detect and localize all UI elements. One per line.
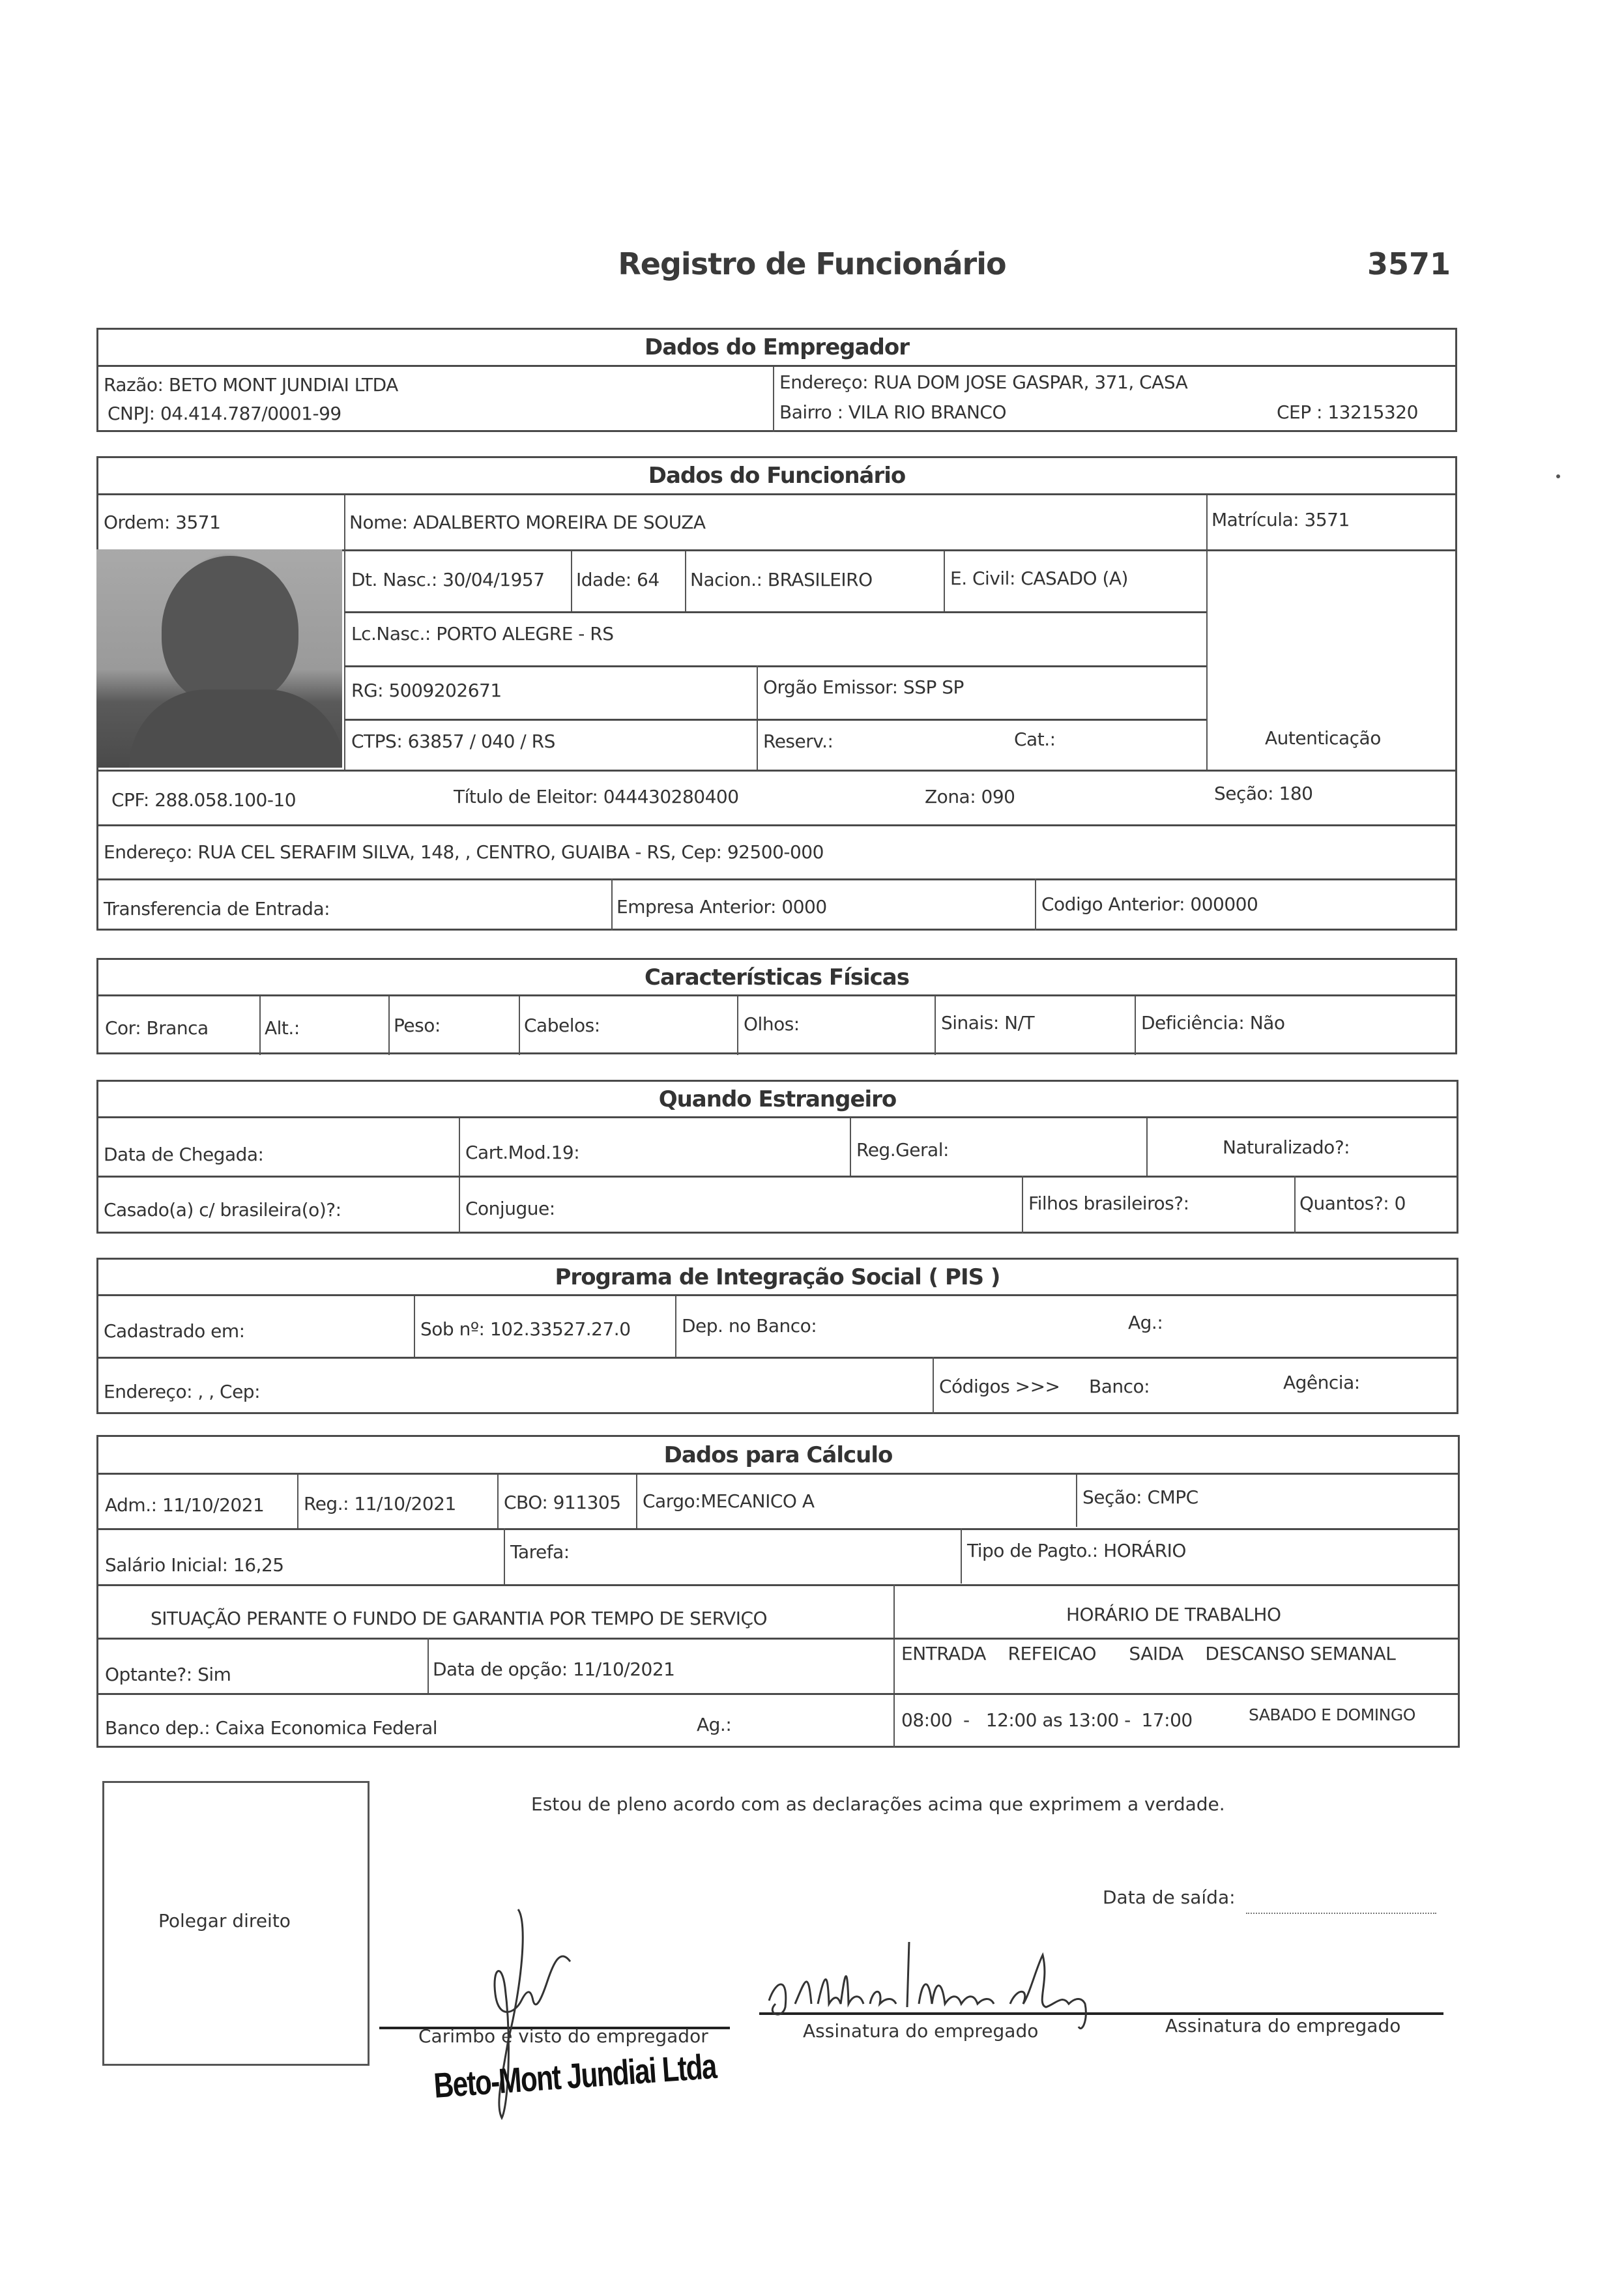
divider <box>933 1357 934 1414</box>
divider <box>98 1357 1458 1359</box>
foreigner-section <box>96 1080 1458 1234</box>
physical-olhos: Olhos: <box>744 1013 800 1035</box>
pis-header: Programa de Integração Social ( PIS ) <box>98 1260 1457 1296</box>
pis-cadastrado-em: Cadastrado em: <box>104 1320 245 1342</box>
foreigner-quantos: Quantos?: 0 <box>1299 1193 1406 1214</box>
foreigner-conjugue: Conjugue: <box>465 1198 555 1219</box>
pis-banco: Banco: <box>1089 1376 1150 1397</box>
pis-agencia: Agência: <box>1283 1372 1360 1393</box>
horario-columns: ENTRADA REFEICAO SAIDA DESCANSO SEMANAL <box>901 1643 1396 1664</box>
divider <box>1206 495 1208 551</box>
employee-header: Dados do Funcionário <box>98 458 1455 495</box>
calc-tipo-pagto: Tipo de Pagto.: HORÁRIO <box>967 1540 1186 1561</box>
physical-cor: Cor: Branca <box>105 1017 209 1039</box>
divider <box>344 665 1206 667</box>
assinatura-label-1: Assinatura do empregado <box>803 2020 1039 2042</box>
employee-zona: Zona: 090 <box>925 786 1015 807</box>
divider <box>344 551 345 770</box>
employee-cpf: CPF: 288.058.100-10 <box>111 789 297 811</box>
divider <box>98 1584 1460 1586</box>
foreigner-casado-brasileira: Casado(a) c/ brasileira(o)?: <box>104 1199 341 1221</box>
divider <box>571 551 572 611</box>
employee-e-civil: E. Civil: CASADO (A) <box>950 568 1128 589</box>
divider <box>737 996 738 1055</box>
employee-nome: Nome: ADALBERTO MOREIRA DE SOUZA <box>349 512 706 533</box>
pis-ag: Ag.: <box>1128 1312 1163 1333</box>
photo-body <box>129 689 342 768</box>
carimbo-label: Carimbo e visto do empregador <box>418 2025 708 2047</box>
calc-cargo: Cargo:MECANICO A <box>643 1490 815 1512</box>
calc-secao: Seção: CMPC <box>1082 1486 1198 1508</box>
divider <box>98 878 1457 880</box>
divider <box>98 1693 1460 1695</box>
employee-endereco: Endereço: RUA CEL SERAFIM SILVA, 148, , CENTRO, GUAIBA - RS, Cep: 92500-000 <box>104 841 824 863</box>
data-saida-line[interactable] <box>1246 1913 1436 1914</box>
calc-data-opcao: Data de opção: 11/10/2021 <box>433 1658 675 1680</box>
divider <box>944 551 945 611</box>
calc-ag: Ag.: <box>697 1714 732 1735</box>
pis-sob-no: Sob nº: 102.33527.27.0 <box>420 1318 631 1340</box>
employee-nacion: Nacion.: BRASILEIRO <box>690 569 873 590</box>
employee-reserv: Reserv.: <box>763 731 834 752</box>
employee-lc-nasc: Lc.Nasc.: PORTO ALEGRE - RS <box>351 623 614 644</box>
physical-deficiencia: Deficiência: Não <box>1141 1012 1285 1034</box>
employee-signature <box>756 1942 1186 2033</box>
employee-photo <box>96 549 342 768</box>
divider <box>388 996 390 1055</box>
employee-titulo-eleitor: Título de Eleitor: 044430280400 <box>454 786 739 807</box>
physical-cabelos: Cabelos: <box>524 1015 600 1036</box>
photo-head <box>162 556 298 706</box>
employee-dt-nasc: Dt. Nasc.: 30/04/1957 <box>351 569 545 590</box>
horario-values: 08:00 - 12:00 as 13:00 - 17:00 <box>901 1709 1193 1731</box>
horario-title: HORÁRIO DE TRABALHO <box>1066 1604 1281 1625</box>
employee-matricula: Matrícula: 3571 <box>1211 509 1350 530</box>
calc-reg: Reg.: 11/10/2021 <box>304 1493 456 1514</box>
divider <box>757 665 758 770</box>
employee-transferencia: Transferencia de Entrada: <box>104 898 330 919</box>
company-stamp: Beto-Mont Jundiai Ltda <box>432 2046 718 2106</box>
physical-sinais: Sinais: N/T <box>941 1012 1035 1034</box>
divider <box>98 770 1457 772</box>
calc-salario: Salário Inicial: 16,25 <box>105 1554 284 1576</box>
divider <box>98 1176 1458 1178</box>
divider <box>504 1528 505 1585</box>
employee-empresa-anterior: Empresa Anterior: 0000 <box>616 896 827 918</box>
descanso-semanal: SABADO E DOMINGO <box>1249 1705 1415 1724</box>
physical-alt: Alt.: <box>265 1017 300 1039</box>
divider <box>1135 996 1136 1055</box>
divider <box>1146 1118 1148 1176</box>
divider <box>636 1475 637 1529</box>
employer-cep: CEP : 13215320 <box>1277 401 1418 423</box>
assinatura-label-2: Assinatura do empregado <box>1165 2015 1401 2036</box>
employee-orgao-emissor: Orgão Emissor: SSP SP <box>763 676 964 698</box>
calc-banco-dep: Banco dep.: Caixa Economica Federal <box>105 1717 438 1739</box>
pis-codigos: Códigos >>> <box>939 1376 1060 1397</box>
employee-codigo-anterior: Codigo Anterior: 000000 <box>1041 893 1258 915</box>
employer-cnpj: CNPJ: 04.414.787/0001-99 <box>108 403 341 424</box>
foreigner-filhos-brasileiros: Filhos brasileiros?: <box>1028 1193 1189 1214</box>
physical-peso: Peso: <box>394 1015 441 1036</box>
foreigner-data-chegada: Data de Chegada: <box>104 1144 264 1165</box>
divider <box>1076 1475 1077 1527</box>
divider <box>519 996 520 1055</box>
divider <box>1022 1176 1023 1234</box>
pis-endereco: Endereço: , , Cep: <box>104 1381 261 1402</box>
employee-rg: RG: 5009202671 <box>351 680 502 701</box>
employee-idade: Idade: 64 <box>576 569 660 590</box>
autenticacao-label: Autenticação <box>1265 727 1381 749</box>
divider <box>1294 1176 1296 1234</box>
divider <box>773 367 774 432</box>
foreigner-cart-mod: Cart.Mod.19: <box>465 1142 580 1163</box>
scan-dot <box>1556 474 1560 478</box>
pis-section <box>96 1258 1458 1414</box>
divider <box>675 1296 676 1357</box>
document-number: 3571 <box>1367 246 1451 282</box>
data-saida-label: Data de saída: <box>1103 1887 1236 1908</box>
employer-section <box>96 328 1457 432</box>
employer-endereco: Endereço: RUA DOM JOSE GASPAR, 371, CASA <box>779 371 1188 393</box>
divider <box>344 611 1206 613</box>
physical-section <box>96 958 1457 1054</box>
divider <box>935 996 936 1055</box>
foreigner-reg-geral: Reg.Geral: <box>856 1139 949 1161</box>
foreigner-header: Quando Estrangeiro <box>98 1082 1457 1118</box>
calc-cbo: CBO: 911305 <box>504 1492 621 1513</box>
physical-header: Características Físicas <box>98 960 1455 996</box>
employer-razao: Razão: BETO MONT JUNDIAI LTDA <box>104 374 398 396</box>
calculation-header: Dados para Cálculo <box>98 1437 1458 1475</box>
fgts-title: SITUAÇÃO PERANTE O FUNDO DE GARANTIA POR TEMPO DE SERVIÇO <box>151 1608 768 1629</box>
divider <box>850 1118 851 1177</box>
divider <box>98 1638 1460 1640</box>
divider <box>98 824 1457 826</box>
divider <box>961 1528 962 1584</box>
calculation-section <box>96 1435 1460 1748</box>
divider <box>297 1475 298 1529</box>
employer-header: Dados do Empregador <box>98 330 1455 367</box>
divider <box>428 1638 429 1693</box>
divider <box>893 1584 895 1748</box>
divider <box>685 551 686 611</box>
divider <box>259 996 261 1055</box>
foreigner-naturalizado: Naturalizado?: <box>1223 1136 1350 1158</box>
declaration-text: Estou de pleno acordo com as declarações acima que exprimem a verdade. <box>531 1793 1225 1815</box>
divider <box>98 1528 1460 1530</box>
pis-dep-banco: Dep. no Banco: <box>682 1315 817 1337</box>
polegar-label: Polegar direito <box>158 1910 291 1932</box>
thumbprint-box <box>102 1781 370 2066</box>
divider <box>1206 551 1208 770</box>
divider <box>611 878 613 931</box>
divider <box>497 1475 499 1529</box>
divider <box>344 719 1206 721</box>
employer-bairro: Bairro : VILA RIO BRANCO <box>779 401 1007 423</box>
calc-tarefa: Tarefa: <box>510 1541 570 1563</box>
employee-ctps: CTPS: 63857 / 040 / RS <box>351 731 555 752</box>
calc-adm: Adm.: 11/10/2021 <box>105 1494 265 1516</box>
divider <box>344 495 345 551</box>
employee-secao: Seção: 180 <box>1214 783 1313 804</box>
divider <box>1035 878 1036 931</box>
divider <box>414 1296 415 1357</box>
calc-optante: Optante?: Sim <box>105 1664 231 1685</box>
employee-cat: Cat.: <box>1014 729 1056 750</box>
page-title: Registro de Funcionário <box>618 246 1006 282</box>
employee-ordem: Ordem: 3571 <box>104 512 221 533</box>
